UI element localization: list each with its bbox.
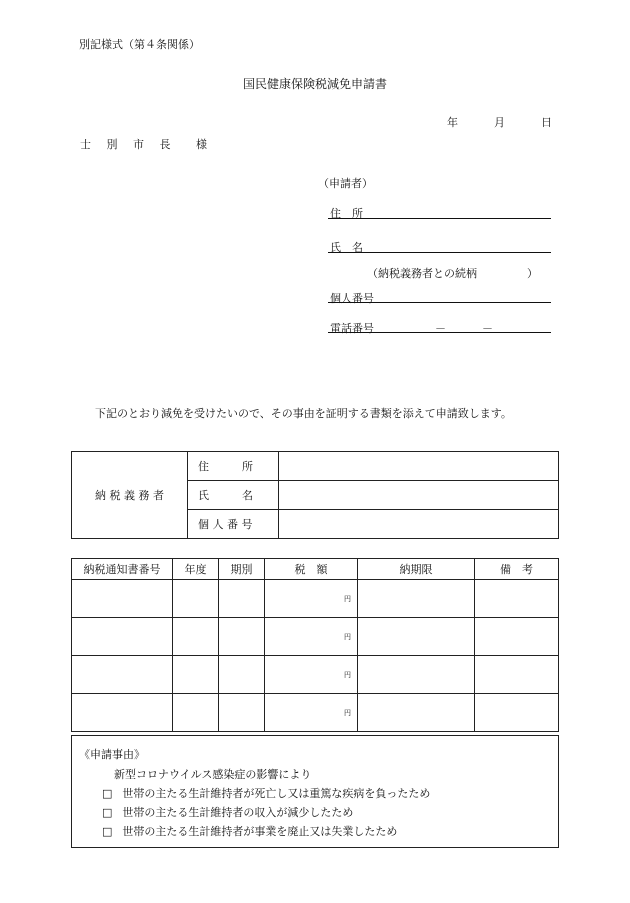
taxpayer-table [71, 451, 559, 539]
reason-checkbox-1[interactable]: □ [102, 787, 113, 800]
applicant-id-label: 個人番号 [330, 292, 374, 305]
reason-item-3 [102, 823, 397, 839]
applicant-address-label: 住 所 [330, 207, 363, 220]
reasons-box [71, 735, 559, 848]
notice-number-cell[interactable] [72, 618, 173, 656]
intro-text: 下記のとおり減免を受けたいので、その事由を証明する書類を添えて申請致します。 [95, 407, 512, 420]
due-date-cell[interactable] [358, 618, 475, 656]
tax-amount-cell[interactable]: 円 [265, 618, 358, 656]
remarks-cell[interactable] [475, 580, 559, 618]
reason-checkbox-3[interactable]: □ [102, 825, 113, 838]
reasons-cause: 新型コロナウイルス感染症の影響により [114, 768, 312, 781]
reason-checkbox-2[interactable]: □ [102, 806, 113, 819]
col-fiscal-year: 年度 [173, 559, 219, 580]
col-tax-amount: 税 額 [265, 559, 358, 580]
taxpayer-address-cell[interactable] [279, 452, 559, 481]
applicant-phone-field[interactable] [328, 332, 551, 333]
installment-cell[interactable] [219, 694, 265, 732]
taxpayer-group-label: 納 税 義 務 者 [72, 452, 188, 539]
tax-amount-cell[interactable]: 円 [265, 580, 358, 618]
applicant-phone-label: 電話番号 [330, 322, 374, 335]
date-month-label: 月 [494, 116, 505, 129]
fiscal-year-cell[interactable] [173, 618, 219, 656]
table-row [72, 580, 559, 618]
fiscal-year-cell[interactable] [173, 580, 219, 618]
form-reference: 別記様式（第４条関係） [79, 38, 200, 51]
table-row [72, 694, 559, 732]
phone-dash-2: － [482, 322, 493, 335]
reason-text-2: 世帯の主たる生計維持者の収入が減少したため [122, 806, 354, 819]
table-row [72, 618, 559, 656]
due-date-cell[interactable] [358, 656, 475, 694]
taxpayer-address-label: 住 所 [188, 452, 279, 481]
taxpayer-id-cell[interactable] [279, 510, 559, 539]
date-year-label: 年 [447, 116, 458, 129]
tax-notice-table [71, 558, 559, 732]
applicant-id-field[interactable] [328, 302, 551, 303]
col-remarks: 備 考 [475, 559, 559, 580]
col-installment: 期別 [219, 559, 265, 580]
installment-cell[interactable] [219, 580, 265, 618]
notice-number-cell[interactable] [72, 694, 173, 732]
table-row [72, 656, 559, 694]
addressee: 士 別 市 長 [80, 138, 177, 151]
applicant-address-field[interactable] [328, 218, 551, 219]
notice-number-cell[interactable] [72, 656, 173, 694]
relation-label: （納税義務者との続柄 [367, 267, 477, 280]
col-notice-number: 納税通知書番号 [72, 559, 173, 580]
installment-cell[interactable] [219, 618, 265, 656]
reason-text-1: 世帯の主たる生計維持者が死亡し又は重篤な疾病を負ったため [122, 787, 431, 800]
taxpayer-id-label: 個 人 番 号 [188, 510, 279, 539]
date-day-label: 日 [541, 116, 552, 129]
remarks-cell[interactable] [475, 618, 559, 656]
addressee-honorific: 様 [196, 138, 207, 151]
fiscal-year-cell[interactable] [173, 656, 219, 694]
applicant-name-label: 氏 名 [330, 241, 363, 254]
due-date-cell[interactable] [358, 580, 475, 618]
reasons-heading: 《申請事由》 [79, 748, 145, 761]
tax-amount-cell[interactable]: 円 [265, 656, 358, 694]
fiscal-year-cell[interactable] [173, 694, 219, 732]
tax-amount-cell[interactable]: 円 [265, 694, 358, 732]
installment-cell[interactable] [219, 656, 265, 694]
form-title: 国民健康保険税減免申請書 [242, 77, 387, 91]
notice-number-cell[interactable] [72, 580, 173, 618]
taxpayer-name-cell[interactable] [279, 481, 559, 510]
col-due-date: 納期限 [358, 559, 475, 580]
relation-close: ） [527, 267, 538, 280]
taxpayer-name-label: 氏 名 [188, 481, 279, 510]
reason-text-3: 世帯の主たる生計維持者が事業を廃止又は失業したため [122, 825, 398, 838]
remarks-cell[interactable] [475, 656, 559, 694]
remarks-cell[interactable] [475, 694, 559, 732]
reason-item-2 [102, 804, 353, 820]
applicant-name-field[interactable] [328, 252, 551, 253]
reason-item-1 [102, 785, 430, 801]
applicant-heading: （申請者） [318, 177, 373, 190]
due-date-cell[interactable] [358, 694, 475, 732]
phone-dash-1: － [435, 322, 446, 335]
